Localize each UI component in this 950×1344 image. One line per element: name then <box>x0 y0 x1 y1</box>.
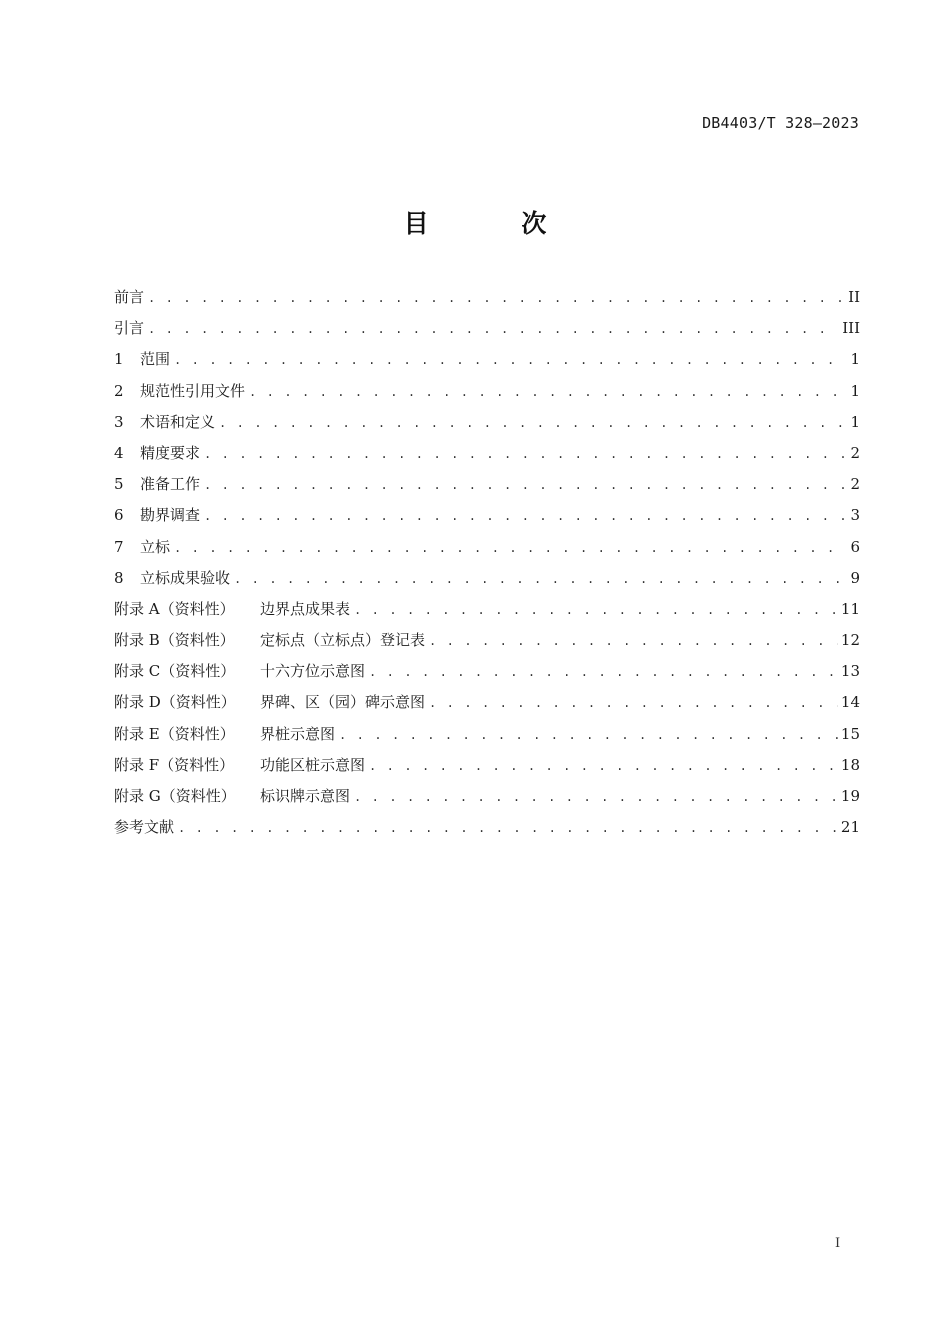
toc-entry-page: 12 <box>840 631 860 650</box>
page-title: 目 次 <box>403 209 589 238</box>
toc-entry-section-2[interactable] <box>114 380 860 411</box>
toc-entry-page: 11 <box>840 599 860 618</box>
toc-entry-section-8[interactable] <box>114 567 860 598</box>
toc-entry-label <box>114 567 230 589</box>
toc-entry-page: 3 <box>850 506 860 525</box>
toc-entry-title: 参考文献 <box>114 818 175 837</box>
toc-entry-title: 术语和定义 <box>140 412 216 431</box>
toc-entry-page: 9 <box>850 568 860 587</box>
toc-entry-page: 13 <box>840 662 860 681</box>
toc-entry-page: 18 <box>840 755 860 774</box>
toc-entry-title: 功能区桩示意图 <box>260 755 366 774</box>
dot-leader <box>429 692 838 714</box>
toc-entry-label <box>114 816 174 838</box>
toc-entry-label <box>114 411 215 433</box>
toc-entry-appendix-g[interactable] <box>114 785 860 816</box>
toc-entry-page: 1 <box>850 381 860 400</box>
toc-entry-number: 4 <box>114 443 124 462</box>
toc-entry-title: 勘界调查 <box>140 506 201 525</box>
toc-entry-label <box>114 286 144 308</box>
toc-entry-page: III <box>842 319 860 338</box>
toc-entry-label <box>114 754 365 776</box>
dot-leader <box>219 412 847 434</box>
toc-entry-label <box>114 348 170 370</box>
toc-entry-page: 14 <box>840 693 860 712</box>
toc-entry-title: 准备工作 <box>140 475 201 494</box>
toc-entry-title: 边界点成果表 <box>260 599 351 618</box>
toc-entry-label <box>114 380 245 402</box>
toc-entry-number: 6 <box>114 506 124 525</box>
toc-entry-section-4[interactable] <box>114 442 860 473</box>
toc-entry-number: 1 <box>114 350 124 369</box>
table-of-contents <box>114 286 860 847</box>
toc-entry-section-5[interactable] <box>114 473 860 504</box>
toc-entry-title: 前言 <box>114 288 145 306</box>
dot-leader <box>174 349 847 371</box>
toc-entry-page: 15 <box>840 724 860 743</box>
toc-entry-page: 6 <box>850 537 860 556</box>
toc-entry-number: 2 <box>114 381 124 400</box>
dot-leader <box>339 724 838 746</box>
appendix-prefix: 附录 D（资料性） <box>114 693 236 712</box>
toc-entry-section-3[interactable] <box>114 411 860 442</box>
toc-entry-page: 19 <box>840 787 860 805</box>
toc-entry-section-6[interactable] <box>114 504 860 535</box>
toc-entry-title: 界碑、区（园）碑示意图 <box>260 693 426 712</box>
toc-entry-number: 3 <box>114 412 124 431</box>
toc-entry-label <box>114 723 335 745</box>
toc-entry-foreword[interactable] <box>114 286 860 317</box>
appendix-prefix: 附录 F（资料性） <box>114 755 235 774</box>
toc-entry-page: 1 <box>850 350 860 369</box>
dot-leader <box>249 381 847 403</box>
toc-entry-appendix-f[interactable] <box>114 754 860 785</box>
toc-entry-label <box>114 317 144 339</box>
appendix-prefix: 附录 B（资料性） <box>114 631 235 650</box>
toc-entry-section-1[interactable] <box>114 348 860 379</box>
toc-entry-label <box>114 504 200 526</box>
toc-entry-appendix-c[interactable] <box>114 660 860 691</box>
toc-entry-page: 2 <box>850 475 860 494</box>
dot-leader <box>369 661 838 683</box>
toc-entry-appendix-b[interactable] <box>114 629 860 660</box>
toc-entry-page: 21 <box>840 818 860 837</box>
toc-entry-number: 8 <box>114 568 124 587</box>
toc-entry-references[interactable] <box>114 816 860 847</box>
toc-entry-title: 引言 <box>114 319 145 338</box>
toc-entry-title: 规范性引用文件 <box>140 381 246 400</box>
appendix-prefix: 附录 E（资料性） <box>114 724 235 743</box>
toc-entry-number: 7 <box>114 537 124 556</box>
toc-entry-title: 界桩示意图 <box>260 724 336 743</box>
dot-leader <box>148 318 839 340</box>
appendix-prefix: 附录 G（资料性） <box>114 787 236 805</box>
toc-entry-page: 2 <box>850 443 860 462</box>
toc-entry-title: 立标成果验收 <box>140 568 231 587</box>
dot-leader <box>234 568 847 590</box>
toc-entry-label <box>114 598 350 620</box>
toc-entry-section-7[interactable] <box>114 536 860 567</box>
document-code: DB4403/T 328—2023 <box>702 114 859 132</box>
appendix-prefix: 附录 A（资料性） <box>114 599 235 618</box>
toc-entry-title: 精度要求 <box>140 443 201 462</box>
toc-entry-label <box>114 691 425 713</box>
toc-entry-label <box>114 785 350 807</box>
page-number: I <box>835 1236 841 1251</box>
toc-entry-page: 1 <box>850 412 860 431</box>
toc-entry-title: 范围 <box>140 350 171 369</box>
toc-entry-appendix-a[interactable] <box>114 598 860 629</box>
dot-leader <box>204 443 847 465</box>
toc-entry-label <box>114 536 170 558</box>
toc-entry-label <box>114 442 200 464</box>
toc-entry-page: II <box>848 288 860 306</box>
dot-leader <box>148 287 845 309</box>
toc-entry-appendix-d[interactable] <box>114 691 860 722</box>
toc-entry-label <box>114 473 200 495</box>
toc-entry-title: 定标点（立标点）登记表 <box>260 631 426 650</box>
toc-entry-label <box>114 629 425 651</box>
dot-leader <box>354 599 838 621</box>
toc-entry-number: 5 <box>114 475 124 494</box>
dot-leader <box>369 755 838 777</box>
toc-entry-title: 标识牌示意图 <box>260 787 351 805</box>
toc-entry-title: 立标 <box>140 537 171 556</box>
toc-entry-introduction[interactable] <box>114 317 860 348</box>
toc-entry-appendix-e[interactable] <box>114 723 860 754</box>
dot-leader <box>174 537 847 559</box>
dot-leader <box>429 630 838 652</box>
dot-leader <box>204 505 847 527</box>
appendix-prefix: 附录 C（资料性） <box>114 662 236 681</box>
dot-leader <box>354 786 838 808</box>
toc-entry-label <box>114 660 365 682</box>
toc-entry-title: 十六方位示意图 <box>260 662 366 681</box>
dot-leader <box>204 474 847 496</box>
dot-leader <box>178 817 838 839</box>
